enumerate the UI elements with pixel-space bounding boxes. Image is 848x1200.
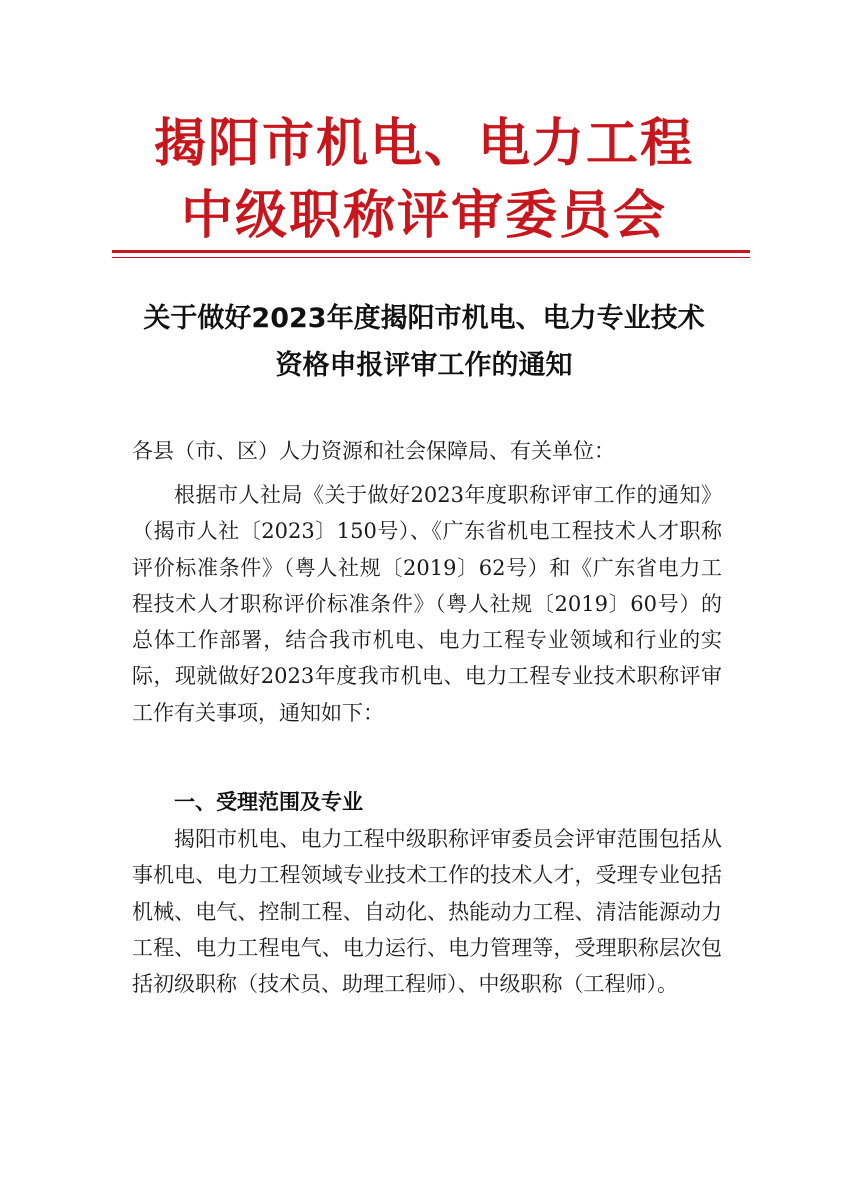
letterhead-title-line-2: 中级职称评审委员会 bbox=[180, 185, 667, 246]
letterhead-rule-thick bbox=[112, 250, 750, 253]
salutation: 各县（市、区）人力资源和社会保障局、有关单位： bbox=[132, 439, 615, 463]
letterhead-rule-thin bbox=[112, 257, 750, 258]
document-title-line-1: 关于做好2023年度揭阳市机电、电力专业技术 bbox=[143, 303, 705, 334]
section-1-paragraph: 揭阳市机电、电力工程中级职称评审委员会评审范围包括从事机电、电力工程领域专业技术工作的技术人才，受理专业包括机械、电气、控制工程、自动化、热能动力工程、清洁能源动力工程、电力工程电气、电力运行、电力管理等，受理职称层次包括初级职称（技术员、助理工程师）、中级职称（工程师）。 bbox=[132, 827, 722, 997]
intro-paragraph: 根据市人社局《关于做好2023年度职称评审工作的通知》（揭市人社〔2023〕150号）、《广东省机电工程技术人才职称评价标准条件》（粤人社规〔2019〕62号）和《广东省电力工程技术人才职称评价标准条件》（粤人社规〔2019〕60号）的总体工作部署，结合我市机电、电力工程专业领域和行业的实际，现就做好2023年度我市机电、电力工程专业技术职称评审工作有关事项，通知如下： bbox=[132, 483, 722, 725]
document-title-line-2: 资格申报评审工作的通知 bbox=[275, 350, 573, 381]
section-1-heading: 一、受理范围及专业 bbox=[174, 790, 363, 814]
letterhead-title-line-1: 揭阳市机电、电力工程 bbox=[153, 113, 694, 174]
